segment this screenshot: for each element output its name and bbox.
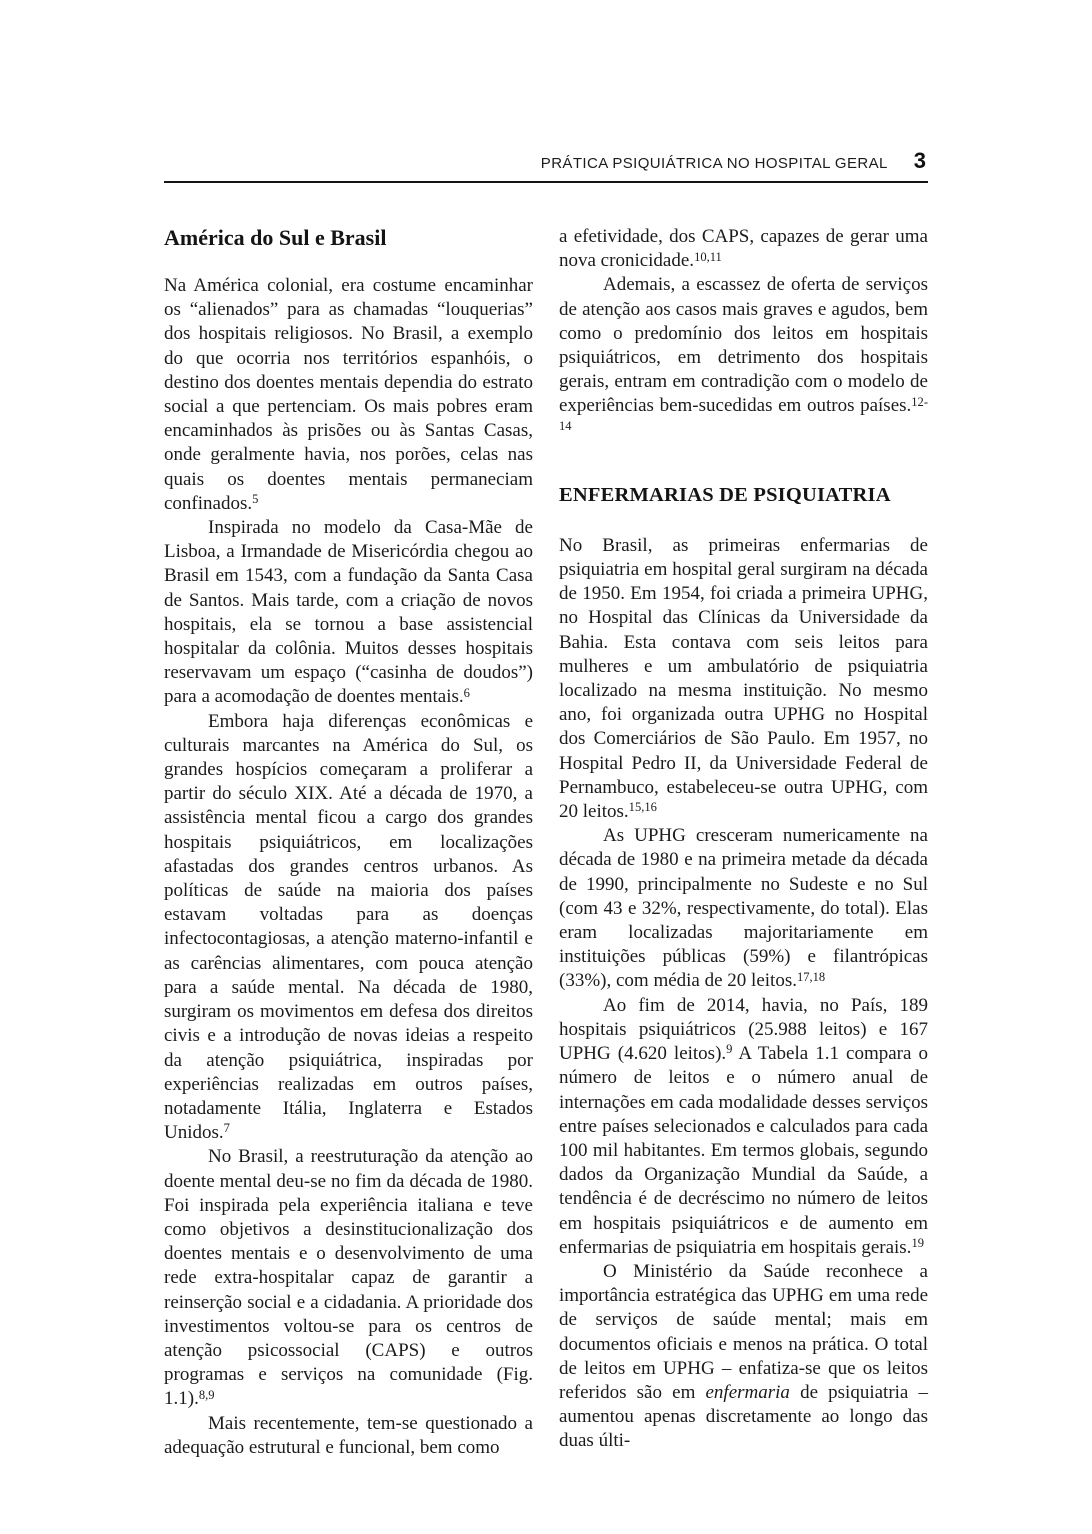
section-heading-enfermarias: ENFERMARIAS DE PSIQUIATRIA: [559, 483, 891, 506]
text-run: Ao fim de 2014, havia, no País, 189 hospitais psiquiátricos (25.988 leitos) e 167 UPHG (4.620 leitos).: [559, 994, 928, 1065]
paragraph: [559, 225, 928, 273]
running-title: PRÁTICA PSIQUIÁTRICA NO HOSPITAL GERAL: [540, 155, 888, 172]
text-run: No Brasil, a reestruturação da atenção ao doente mental deu-se no fim da década de 1980. Foi inspirada pela experiência italiana e teve como objetivos a desinstitucionalização dos doentes mentais e o desenvolvimento de uma rede extra-hospitalar capaz de garantir a reinserção social e a cidadania. A prioridade dos investimentos voltou-se para os centros de atenção psicossocial (CAPS) e outros programas e serviços na comunidade (Fig. 1.1).: [164, 1146, 533, 1410]
text-run: a efetividade, dos CAPS, capazes de gerar uma nova cronicidade.: [559, 226, 928, 272]
text-run: Ademais, a escassez de oferta de serviços de atenção aos casos mais graves e agudos, bem como o predomínio dos leitos em hospitais psiquiátricos, em detrimento dos hospitais gerais, entram em contradição com o modelo de experiências bem-sucedidas em outros países.: [559, 274, 928, 417]
paragraph: [559, 994, 928, 1260]
text-run: As UPHG cresceram numericamente na década de 1980 e na primeira metade da década de 1990, principalmente no Sudeste e no Sul (com 43 e 32%, respectivamente, do total). Elas eram localizadas majoritariamente em instituições públicas (59%) e filantrópicas (33%), com média de 20 leitos.: [559, 825, 928, 992]
paragraph: [559, 1260, 928, 1454]
reference-superscript: 6: [463, 685, 470, 700]
reference-superscript: 5: [252, 492, 259, 507]
text-run: A Tabela 1.1 compara o número de leitos e o número anual de internações em cada modalidade desses serviços entre países selecionados e calculados para cada 100 mil habitantes. Em termos globais, segundo dados da Organização Mundial da Saúde, a tendência é de decréscimo no número de leitos em hospitais psiquiátricos e de aumento em enfermarias de psiquiatria em hospitais gerais.: [559, 1043, 928, 1258]
paragraph: [164, 516, 533, 710]
text-run: No Brasil, as primeiras enfermarias de psiquiatria em hospital geral surgiram na década de 1950. Em 1954, foi criada a primeira UPHG, no Hospital das Clínicas da Universidade da Bahia. Esta contava com seis leitos para mulheres e um ambulatório de psiquiatria localizado na mesma instituição. No mesmo ano, foi organizada outra UPHG no Hospital dos Comerciários de São Paulo. Em 1957, no Hospital Pedro II, da Universidade Federal de Pernambuco, estabeleceu-se outra UPHG, com 20 leitos.: [559, 534, 928, 823]
paragraph: [559, 824, 928, 993]
right-column: [559, 225, 928, 1460]
italic-term: enfermaria: [705, 1381, 790, 1403]
page-header: [164, 148, 928, 174]
reference-superscript: 12-14: [559, 394, 928, 433]
reference-superscript: 9: [726, 1042, 733, 1057]
paragraph: [164, 274, 533, 516]
text-run: de psiquiatria – aumentou apenas discretamente ao longo das duas últi-: [559, 1381, 929, 1452]
text-columns: [164, 225, 928, 1460]
paragraph: [559, 273, 928, 442]
page-number: 3: [913, 148, 926, 173]
right-column-text: [559, 534, 928, 1454]
paragraph: [559, 534, 928, 824]
text-run: Inspirada no modelo da Casa-Mãe de Lisboa, a Irmandade de Misericórdia chegou ao Brasil em 1543, com a fundação da Santa Casa de Santos. Mais tarde, com a criação de novos hospitais, ela se tornou a base assistencial hospitalar da colônia. Muitos desses hospitais reservavam um espaço (“casinha de doudos”) para a acomodação de doentes mentais.: [164, 517, 533, 708]
paragraph: [164, 1412, 533, 1460]
header-rule: [164, 181, 928, 183]
reference-superscript: 10,11: [694, 249, 722, 264]
left-column: [164, 225, 533, 1460]
text-run: Mais recentemente, tem-se questionado a adequação estrutural e funcional, bem como: [164, 1412, 533, 1458]
text-run: O Ministério da Saúde reconhece a importância estratégica das UPHG em uma rede de serviços de saúde mental; mais em documentos oficiais e menos na prática. O total de leitos em UPHG – enfatiza-se que os leitos referidos são em: [559, 1260, 928, 1403]
text-run: Na América colonial, era costume encaminhar os “alienados” para as chamadas “louquerias” dos hospitais religiosos. No Brasil, a exemplo do que ocorria nos territórios espanhóis, o destino dos doentes mentais dependia do estrato social a que pertenciam. Os mais pobres eram encaminhados às prisões ou às Santas Casas, onde geralmente havia, nos porões, celas nas quais os doentes mentais permaneciam confinados.: [164, 275, 533, 514]
reference-superscript: 15,16: [628, 800, 657, 815]
left-column-text: [164, 274, 533, 1460]
right-column-text-top: [559, 225, 928, 443]
paragraph: [164, 1145, 533, 1411]
reference-superscript: 7: [223, 1121, 230, 1136]
page-content: [164, 148, 928, 1460]
paragraph: [164, 710, 533, 1146]
reference-superscript: 19: [911, 1236, 924, 1251]
text-run: Embora haja diferenças econômicas e culturais marcantes na América do Sul, os grandes hospícios começaram a proliferar a partir do século XIX. Até a década de 1970, a assistência mental ficou a cargo dos grandes hospitais psiquiátricos, em localizações afastadas dos grandes centros urbanos. As políticas de saúde na maioria dos países estavam voltadas para as doenças infectocontagiosas, a atenção materno-infantil e as carências alimentares, com pouca atenção para a saúde mental. Na década de 1980, surgiram os movimentos em defesa dos direitos civis e a introdução de novas ideias a respeito da atenção psiquiátrica, inspiradas por experiências realizadas em outros países, notadamente Itália, Inglaterra e Estados Unidos.: [164, 710, 533, 1144]
reference-superscript: 17,18: [796, 969, 826, 984]
section-heading-america-do-sul: América do Sul e Brasil: [164, 225, 387, 250]
reference-superscript: 8,9: [198, 1387, 215, 1402]
